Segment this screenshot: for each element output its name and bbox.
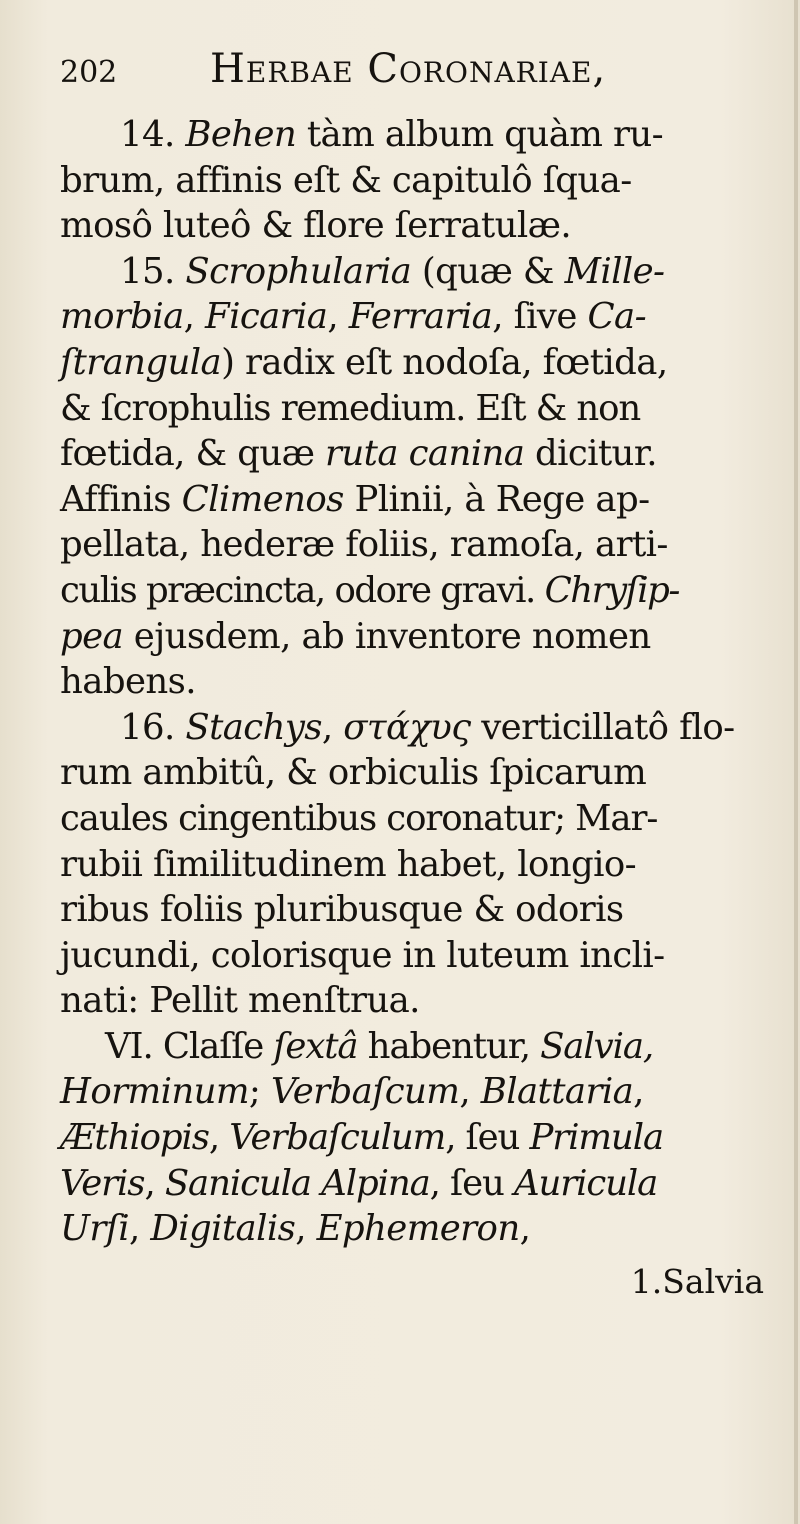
text-segment: ,: [208, 1117, 230, 1159]
italic-term: Urſi: [60, 1208, 129, 1250]
text-segment: dicitur.: [524, 433, 657, 475]
text-segment: verticillatô flo-: [470, 706, 735, 748]
text-segment: brum, affinis eſt & capitulô ſqua-: [60, 159, 632, 201]
text-line: [60, 568, 786, 614]
text-segment: ,: [519, 1208, 531, 1250]
text-line: [60, 431, 786, 477]
text-segment: ,: [321, 706, 344, 748]
italic-term: ruta canina: [325, 433, 525, 475]
text-segment: ,: [459, 1071, 481, 1113]
italic-term: Veris: [60, 1162, 145, 1204]
text-segment: ,: [295, 1208, 317, 1250]
text-line: [60, 522, 786, 568]
italic-term: morbia: [60, 296, 184, 338]
text-line: [60, 796, 786, 842]
italic-term: ſextâ: [273, 1025, 358, 1067]
text-line: [60, 294, 786, 340]
italic-term: Sanicula Alpina: [164, 1162, 430, 1204]
text-segment: nati: Pellit menſtrua.: [60, 980, 420, 1022]
text-line: [60, 340, 786, 386]
running-title: Herbae Coronariae,: [210, 46, 607, 92]
text-segment: rum ambitû, & orbiculis ſpicarum: [60, 752, 647, 794]
page-number: 202: [60, 55, 118, 90]
text-segment: ribus foliis pluribusque & odoris: [60, 889, 624, 931]
italic-term: Ephemeron: [316, 1208, 520, 1250]
italic-term: Behen: [185, 114, 297, 155]
italic-term: Ca-: [587, 296, 646, 338]
italic-term: Ficaria: [205, 296, 328, 338]
text-segment: Affinis: [60, 478, 182, 520]
text-segment: pellata, hederæ foliis, ramoſa, arti-: [60, 524, 668, 566]
text-line: [60, 705, 786, 751]
text-line: [60, 1069, 786, 1115]
text-segment: ,: [633, 1071, 644, 1113]
italic-term: Horminum: [60, 1071, 249, 1113]
text-segment: fœtida, & quæ: [60, 433, 326, 475]
text-segment: ,: [128, 1208, 151, 1250]
text-line: [60, 386, 786, 432]
text-segment: 16.: [120, 706, 186, 748]
body-text: [60, 112, 786, 1252]
catchword: 1.Salvia: [630, 1261, 764, 1301]
text-line: [60, 112, 786, 158]
text-segment: VI. Claſſe: [105, 1025, 274, 1067]
italic-term: Primula: [529, 1117, 664, 1159]
italic-term: Stachys: [185, 706, 322, 748]
text-line: [60, 978, 786, 1024]
text-segment: jucundi, colorisque in luteum incli-: [60, 934, 665, 976]
text-segment: caules cingentibus coronatur; Mar-: [60, 797, 658, 839]
text-segment: (quæ &: [411, 250, 565, 292]
text-segment: & ſcrophulis remedium. Eſt & non: [60, 387, 641, 429]
text-line: [60, 203, 786, 249]
text-segment: , ſive: [492, 296, 588, 338]
text-segment: 15.: [120, 250, 186, 292]
text-segment: ,: [183, 296, 206, 338]
text-line: [60, 1115, 786, 1161]
text-segment: rubii ſimilitudinem habet, longio-: [60, 843, 637, 885]
italic-term: Chryſip-: [544, 569, 679, 611]
text-segment: habentur,: [357, 1025, 541, 1067]
text-line: [60, 477, 786, 523]
italic-term: pea: [60, 615, 124, 657]
italic-term: Blattaria: [480, 1071, 634, 1113]
page-header: [60, 46, 786, 112]
text-segment: ,: [327, 296, 349, 338]
italic-term: Digitalis: [150, 1208, 296, 1250]
italic-term: Salvia,: [540, 1025, 654, 1067]
text-line: [60, 750, 786, 796]
text-segment: ) radix eſt nodoſa, fœtida,: [221, 341, 668, 383]
italic-term: Climenos: [181, 478, 344, 520]
text-segment: tàm album quàm ru-: [296, 114, 664, 155]
text-segment: ejusdem, ab inventore nomen: [123, 615, 651, 657]
italic-term: Auricula: [513, 1162, 658, 1204]
italic-term: Ferraria: [348, 296, 493, 338]
text-segment: Plinii, à Rege ap-: [343, 478, 650, 520]
italic-term: ſtrangula: [60, 341, 222, 383]
text-segment: mosô luteô & flore ſerratulæ.: [60, 205, 572, 247]
text-segment: culis præcincta, odore gravi.: [60, 569, 545, 611]
page-edge: [794, 0, 798, 1524]
text-segment: ;: [248, 1071, 271, 1113]
text-line: [60, 887, 786, 933]
italic-term: Æthiopis: [60, 1117, 209, 1159]
italic-term: Verbaſcum: [270, 1071, 460, 1113]
text-segment: , ſeu: [429, 1162, 514, 1204]
text-line: [60, 842, 786, 888]
text-line: [60, 659, 786, 705]
text-line: [60, 1161, 786, 1207]
italic-term: Mille-: [564, 250, 665, 292]
text-line: [60, 158, 786, 204]
text-segment: habens.: [60, 661, 196, 703]
italic-term: στάχυς: [343, 706, 471, 748]
text-line: [60, 249, 786, 295]
text-line: [60, 1206, 786, 1252]
italic-term: Scrophularia: [185, 250, 412, 292]
text-line: [60, 933, 786, 979]
text-segment: , ſeu: [445, 1117, 530, 1159]
italic-term: Verbaſculum: [229, 1117, 446, 1159]
text-segment: 14.: [120, 114, 186, 155]
text-line: [60, 1024, 786, 1070]
text-segment: ,: [144, 1162, 165, 1204]
text-line: [60, 614, 786, 660]
